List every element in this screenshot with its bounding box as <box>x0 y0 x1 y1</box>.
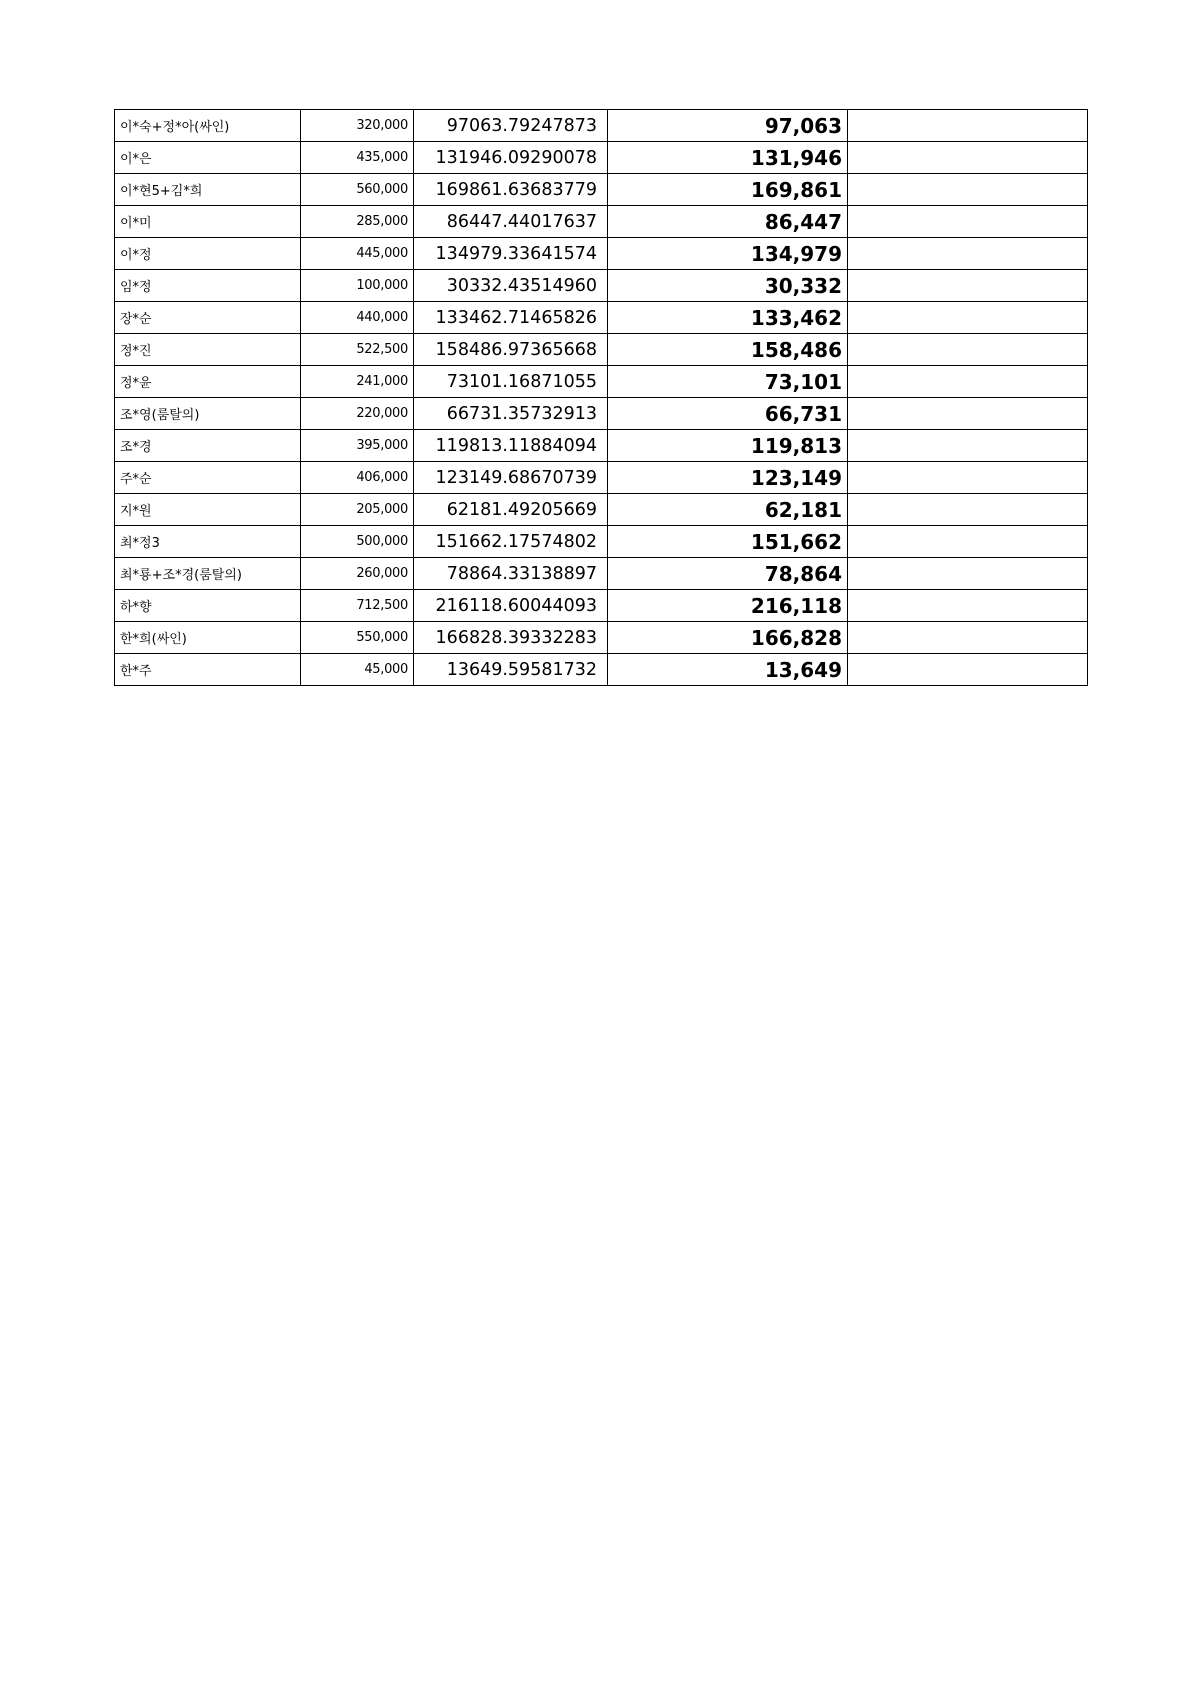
table-row <box>115 558 1088 590</box>
name-cell: 한*주 <box>115 654 301 686</box>
rounded-value-cell: 166,828 <box>608 622 848 654</box>
blank-cell <box>848 462 1088 494</box>
amount-cell: 100,000 <box>301 270 414 302</box>
raw-value-cell: 66731.35732913 <box>414 398 608 430</box>
table-row <box>115 110 1088 142</box>
rounded-value-cell: 78,864 <box>608 558 848 590</box>
amount-cell: 550,000 <box>301 622 414 654</box>
name-cell: 지*원 <box>115 494 301 526</box>
amount-cell: 320,000 <box>301 110 414 142</box>
raw-value-cell: 97063.79247873 <box>414 110 608 142</box>
rounded-value-cell: 133,462 <box>608 302 848 334</box>
raw-value-cell: 62181.49205669 <box>414 494 608 526</box>
name-cell: 임*정 <box>115 270 301 302</box>
amount-cell: 285,000 <box>301 206 414 238</box>
name-cell: 장*순 <box>115 302 301 334</box>
name-cell: 이*미 <box>115 206 301 238</box>
amount-cell: 522,500 <box>301 334 414 366</box>
name-cell: 조*영(룸탈의) <box>115 398 301 430</box>
blank-cell <box>848 494 1088 526</box>
name-cell: 조*경 <box>115 430 301 462</box>
name-cell: 이*숙+정*아(싸인) <box>115 110 301 142</box>
rounded-value-cell: 169,861 <box>608 174 848 206</box>
rounded-value-cell: 62,181 <box>608 494 848 526</box>
table-row <box>115 462 1088 494</box>
name-cell: 최*룡+조*경(룸탈의) <box>115 558 301 590</box>
rounded-value-cell: 13,649 <box>608 654 848 686</box>
blank-cell <box>848 270 1088 302</box>
rounded-value-cell: 86,447 <box>608 206 848 238</box>
rounded-value-cell: 134,979 <box>608 238 848 270</box>
amount-cell: 500,000 <box>301 526 414 558</box>
table-row <box>115 302 1088 334</box>
blank-cell <box>848 238 1088 270</box>
raw-value-cell: 73101.16871055 <box>414 366 608 398</box>
blank-cell <box>848 622 1088 654</box>
table-row <box>115 174 1088 206</box>
table-row <box>115 270 1088 302</box>
rounded-value-cell: 119,813 <box>608 430 848 462</box>
blank-cell <box>848 110 1088 142</box>
rounded-value-cell: 73,101 <box>608 366 848 398</box>
table-row <box>115 622 1088 654</box>
blank-cell <box>848 430 1088 462</box>
amount-cell: 435,000 <box>301 142 414 174</box>
raw-value-cell: 216118.60044093 <box>414 590 608 622</box>
amount-cell: 260,000 <box>301 558 414 590</box>
table-row <box>115 366 1088 398</box>
raw-value-cell: 158486.97365668 <box>414 334 608 366</box>
name-cell: 최*정3 <box>115 526 301 558</box>
rounded-value-cell: 216,118 <box>608 590 848 622</box>
blank-cell <box>848 526 1088 558</box>
blank-cell <box>848 590 1088 622</box>
amount-cell: 45,000 <box>301 654 414 686</box>
name-cell: 정*윤 <box>115 366 301 398</box>
amount-cell: 445,000 <box>301 238 414 270</box>
rounded-value-cell: 158,486 <box>608 334 848 366</box>
blank-cell <box>848 558 1088 590</box>
raw-value-cell: 13649.59581732 <box>414 654 608 686</box>
name-cell: 이*은 <box>115 142 301 174</box>
raw-value-cell: 134979.33641574 <box>414 238 608 270</box>
rounded-value-cell: 151,662 <box>608 526 848 558</box>
table-row <box>115 334 1088 366</box>
table-row <box>115 526 1088 558</box>
blank-cell <box>848 334 1088 366</box>
rounded-value-cell: 66,731 <box>608 398 848 430</box>
raw-value-cell: 151662.17574802 <box>414 526 608 558</box>
table-row <box>115 494 1088 526</box>
raw-value-cell: 86447.44017637 <box>414 206 608 238</box>
table-row <box>115 142 1088 174</box>
amount-cell: 560,000 <box>301 174 414 206</box>
rounded-value-cell: 131,946 <box>608 142 848 174</box>
name-cell: 한*희(싸인) <box>115 622 301 654</box>
name-cell: 하*향 <box>115 590 301 622</box>
amount-cell: 712,500 <box>301 590 414 622</box>
blank-cell <box>848 366 1088 398</box>
amount-cell: 205,000 <box>301 494 414 526</box>
table-row <box>115 430 1088 462</box>
amount-cell: 440,000 <box>301 302 414 334</box>
raw-value-cell: 166828.39332283 <box>414 622 608 654</box>
raw-value-cell: 133462.71465826 <box>414 302 608 334</box>
table-row <box>115 590 1088 622</box>
raw-value-cell: 123149.68670739 <box>414 462 608 494</box>
amount-cell: 406,000 <box>301 462 414 494</box>
name-cell: 이*현5+김*희 <box>115 174 301 206</box>
table-body <box>115 110 1088 686</box>
table-row <box>115 654 1088 686</box>
name-cell: 정*진 <box>115 334 301 366</box>
rounded-value-cell: 30,332 <box>608 270 848 302</box>
table-row <box>115 238 1088 270</box>
blank-cell <box>848 174 1088 206</box>
blank-cell <box>848 206 1088 238</box>
blank-cell <box>848 142 1088 174</box>
amount-cell: 395,000 <box>301 430 414 462</box>
table-row <box>115 398 1088 430</box>
table-row <box>115 206 1088 238</box>
blank-cell <box>848 398 1088 430</box>
raw-value-cell: 119813.11884094 <box>414 430 608 462</box>
amount-cell: 241,000 <box>301 366 414 398</box>
blank-cell <box>848 302 1088 334</box>
amount-cell: 220,000 <box>301 398 414 430</box>
raw-value-cell: 30332.43514960 <box>414 270 608 302</box>
rounded-value-cell: 97,063 <box>608 110 848 142</box>
raw-value-cell: 78864.33138897 <box>414 558 608 590</box>
name-cell: 주*순 <box>115 462 301 494</box>
name-cell: 이*정 <box>115 238 301 270</box>
rounded-value-cell: 123,149 <box>608 462 848 494</box>
blank-cell <box>848 654 1088 686</box>
raw-value-cell: 131946.09290078 <box>414 142 608 174</box>
data-table <box>114 109 1088 686</box>
raw-value-cell: 169861.63683779 <box>414 174 608 206</box>
